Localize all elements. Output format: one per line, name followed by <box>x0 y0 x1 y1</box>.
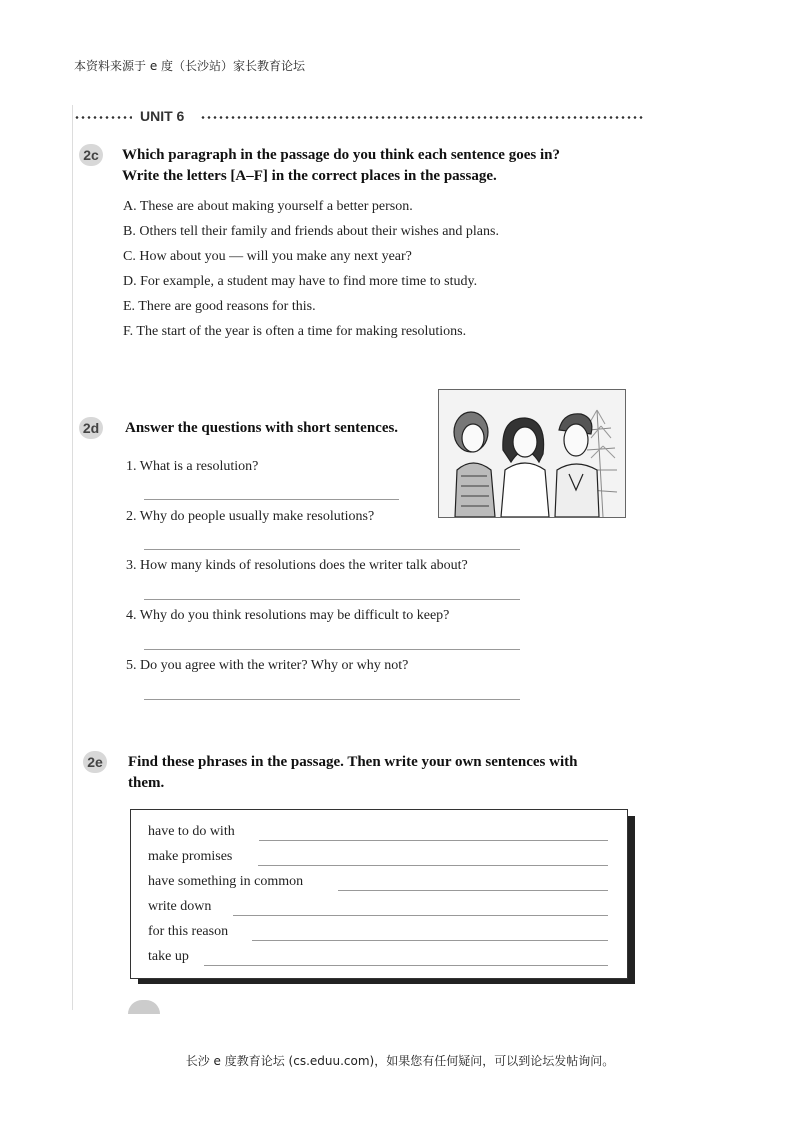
illustration-drawing <box>439 390 625 517</box>
question-item: 3. How many kinds of resolutions does the writer talk about? <box>126 558 468 573</box>
answer-line[interactable] <box>144 699 520 700</box>
section-badge-2c: 2c <box>79 144 103 166</box>
margin-line <box>72 105 73 1010</box>
section-badge-2e: 2e <box>83 751 107 773</box>
header-note: 本资料来源于 e 度（长沙站）家长教育论坛 <box>74 59 306 73</box>
sentence-item: F. The start of the year is often a time for making resolutions. <box>123 324 467 339</box>
instruction-2c-line2: Write the letters [A–F] in the correct places in the passage. <box>122 168 497 184</box>
question-item: 4. Why do you think resolutions may be difficult to keep? <box>126 608 450 623</box>
dot-rule-left <box>74 116 132 119</box>
footer-note: 长沙 e 度教育论坛 (cs.eduu.com)，如果您有任何疑问，可以到论坛发帖询问。 <box>185 1054 615 1068</box>
sentence-item: D. For example, a student may have to find more time to study. <box>123 274 478 289</box>
question-item: 2. Why do people usually make resolutions? <box>126 509 375 524</box>
sentence-item: A. These are about making yourself a better person. <box>123 199 413 214</box>
unit-title: UNIT 6 <box>140 108 185 124</box>
phrase-label: have to do with <box>148 824 235 839</box>
sentence-line[interactable] <box>233 915 608 916</box>
instruction-2e-line2: them. <box>128 775 165 791</box>
sentence-item: C. How about you — will you make any next year? <box>123 249 412 264</box>
sentence-line[interactable] <box>204 965 608 966</box>
sentence-item: B. Others tell their family and friends about their wishes and plans. <box>123 224 499 239</box>
answer-line[interactable] <box>144 649 520 650</box>
unit-header <box>74 108 644 126</box>
sentence-line[interactable] <box>252 940 608 941</box>
phrase-label: make promises <box>148 849 233 864</box>
illustration-three-people <box>438 389 626 518</box>
sentence-item: E. There are good reasons for this. <box>123 299 316 314</box>
question-item: 5. Do you agree with the writer? Why or why not? <box>126 658 409 673</box>
question-item: 1. What is a resolution? <box>126 459 259 474</box>
instruction-2c-line1: Which paragraph in the passage do you think each sentence goes in? <box>122 147 560 163</box>
sentence-line[interactable] <box>259 840 608 841</box>
instruction-2d: Answer the questions with short sentences. <box>125 420 399 436</box>
phrase-label: for this reason <box>148 924 229 939</box>
page-number-tab <box>128 1000 160 1014</box>
answer-line[interactable] <box>144 549 520 550</box>
dot-rule-right <box>200 116 644 119</box>
sentence-line[interactable] <box>258 865 608 866</box>
phrase-label: write down <box>148 899 212 914</box>
phrase-label: take up <box>148 949 189 964</box>
instruction-2e-line1: Find these phrases in the passage. Then write your own sentences with <box>128 754 578 770</box>
answer-line[interactable] <box>144 599 520 600</box>
answer-line[interactable] <box>144 499 399 500</box>
phrase-label: have something in common <box>148 874 304 889</box>
sentence-line[interactable] <box>338 890 608 891</box>
section-badge-2d: 2d <box>79 417 103 439</box>
